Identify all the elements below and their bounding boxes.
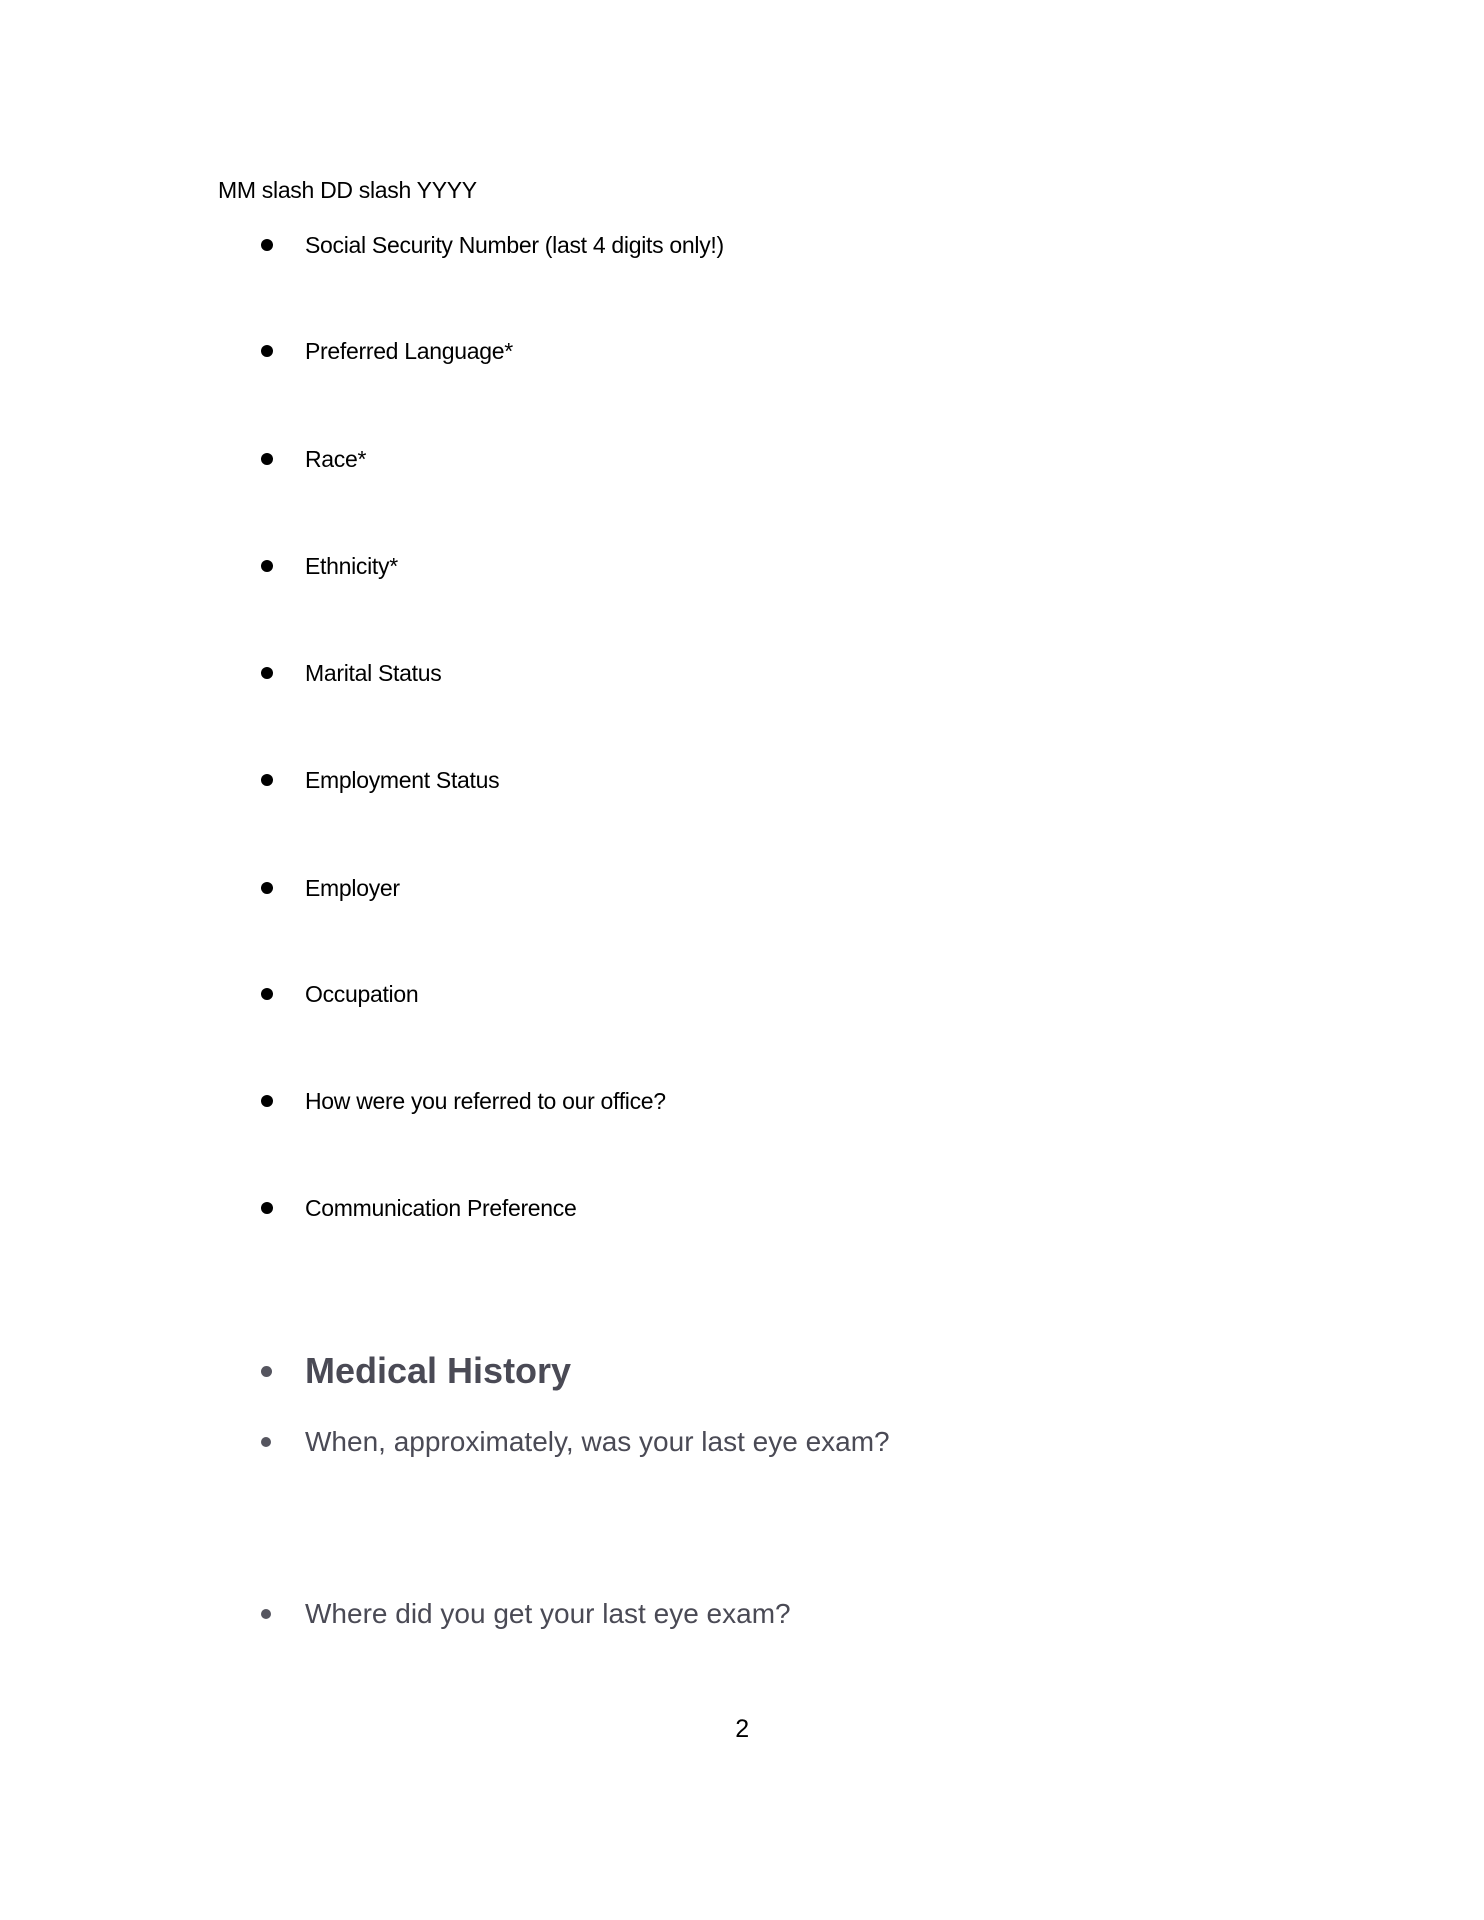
bullet-icon — [261, 239, 273, 251]
field-label: How were you referred to our office? — [305, 1088, 666, 1114]
field-label: Communication Preference — [305, 1195, 577, 1221]
field-label: Marital Status — [305, 660, 442, 686]
field-label: Preferred Language* — [305, 338, 513, 364]
field-item — [0, 868, 1484, 908]
field-label: Social Security Number (last 4 digits only!) — [305, 232, 724, 258]
field-label: Ethnicity* — [305, 553, 398, 579]
bullet-icon — [261, 667, 273, 679]
bullet-icon — [261, 988, 273, 1000]
question-text: Where did you get your last eye exam? — [305, 1598, 791, 1629]
bullet-icon — [261, 1366, 272, 1377]
bullet-icon — [261, 560, 273, 572]
bullet-icon — [261, 1437, 271, 1447]
field-item — [0, 760, 1484, 800]
field-label: Occupation — [305, 981, 419, 1007]
field-item — [0, 439, 1484, 479]
field-item — [0, 546, 1484, 586]
question-item — [0, 1422, 1484, 1462]
medical-history-heading-item — [0, 1351, 1484, 1391]
field-item — [0, 974, 1484, 1014]
bullet-icon — [261, 453, 273, 465]
section-heading: Medical History — [305, 1350, 572, 1391]
question-item — [0, 1594, 1484, 1634]
field-label: Employment Status — [305, 767, 500, 793]
field-label: Employer — [305, 875, 400, 901]
field-item — [0, 1081, 1484, 1121]
field-item — [0, 1188, 1484, 1228]
question-text: When, approximately, was your last eye exam? — [305, 1426, 890, 1457]
page-number: 2 — [735, 1715, 749, 1743]
bullet-icon — [261, 1095, 273, 1107]
bullet-icon — [261, 345, 273, 357]
field-label: Race* — [305, 446, 367, 472]
bullet-icon — [261, 774, 273, 786]
bullet-icon — [261, 882, 273, 894]
field-item — [0, 225, 1484, 265]
bullet-icon — [261, 1609, 271, 1619]
field-item — [0, 331, 1484, 371]
date-format-hint: MM slash DD slash YYYY — [218, 177, 477, 203]
bullet-icon — [261, 1202, 273, 1214]
field-item — [0, 653, 1484, 693]
